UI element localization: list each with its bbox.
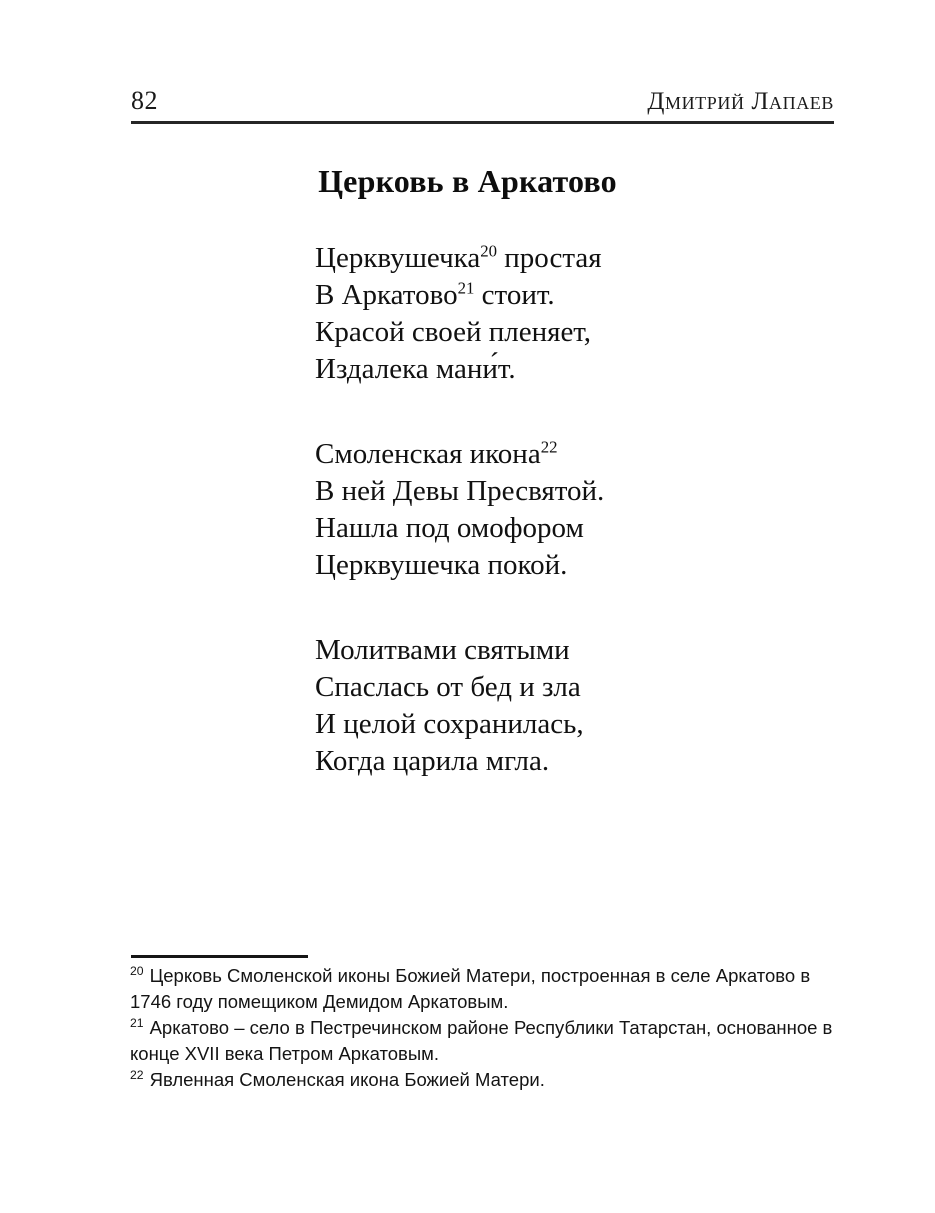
poem-line-text: В ней Девы Пресвятой. [315, 475, 605, 507]
poem-body [315, 240, 875, 780]
poem-stanza [315, 436, 875, 584]
poem-line-text: Красой своей пленяет, [315, 316, 592, 348]
footnote-number: 22 [130, 1067, 144, 1082]
poem-line [315, 473, 875, 510]
poem-title: Церковь в Аркатово [318, 163, 617, 199]
poem-line [315, 547, 875, 584]
poem-line [315, 314, 875, 351]
poem-line-text: Церквушечка [315, 242, 481, 274]
poem-line-text: Молитвами святыми [315, 634, 570, 666]
header-divider-rule [131, 121, 834, 124]
poem-line [315, 510, 875, 547]
poem-line [315, 436, 875, 473]
poem-stanza [315, 240, 875, 388]
running-header [131, 88, 834, 114]
poem-line [315, 632, 875, 669]
footnote-number: 20 [130, 963, 144, 978]
poem-line-text: Спаслась от бед и зла [315, 671, 581, 703]
poem-line [315, 240, 875, 277]
poem-line-text: В Аркатово [315, 279, 458, 311]
running-head-author: Дмитрий Лапаев [647, 88, 834, 115]
footnote-entry [130, 963, 835, 1015]
page-number: 82 [131, 86, 158, 115]
poem-line [315, 277, 875, 314]
footnote-separator-rule [131, 955, 308, 958]
poem-line [315, 743, 875, 780]
poem-line-text: Издалека мани́т. [315, 353, 516, 385]
footnote-reference-marker[interactable]: 22 [540, 437, 558, 457]
poem-line-text: И целой сохранилась, [315, 708, 584, 740]
poem-line-text: Смоленская икона [315, 438, 541, 470]
poem-line [315, 669, 875, 706]
poem-line [315, 351, 875, 388]
footnote-entry [130, 1015, 835, 1067]
poem-line [315, 706, 875, 743]
poem-stanza [315, 632, 875, 780]
poem-line-text: Нашла под омофором [315, 512, 584, 544]
footnote-text: Аркатово – село в Пестречинском районе Республики Татарстан, основанное в конце XVII века Петром Аркатовым. [130, 1017, 833, 1064]
footnote-entry [130, 1067, 835, 1093]
footnote-number: 21 [130, 1015, 144, 1030]
poem-line-text: Церквушечка покой. [315, 549, 568, 581]
footnote-list [130, 963, 835, 1093]
footnote-text: Явленная Смоленская икона Божией Матери. [149, 1069, 545, 1090]
poem-line-text-tail: стоит. [474, 279, 555, 311]
footnote-text: Церковь Смоленской иконы Божией Матери, построенная в селе Аркатово в 1746 году помещиком Демидом Аркатовым. [130, 965, 811, 1012]
poem-line-text: Когда царила мгла. [315, 745, 550, 777]
footnote-reference-marker[interactable]: 21 [457, 278, 475, 298]
poem-line-text-tail: простая [497, 242, 602, 274]
footnote-reference-marker[interactable]: 20 [480, 241, 498, 261]
